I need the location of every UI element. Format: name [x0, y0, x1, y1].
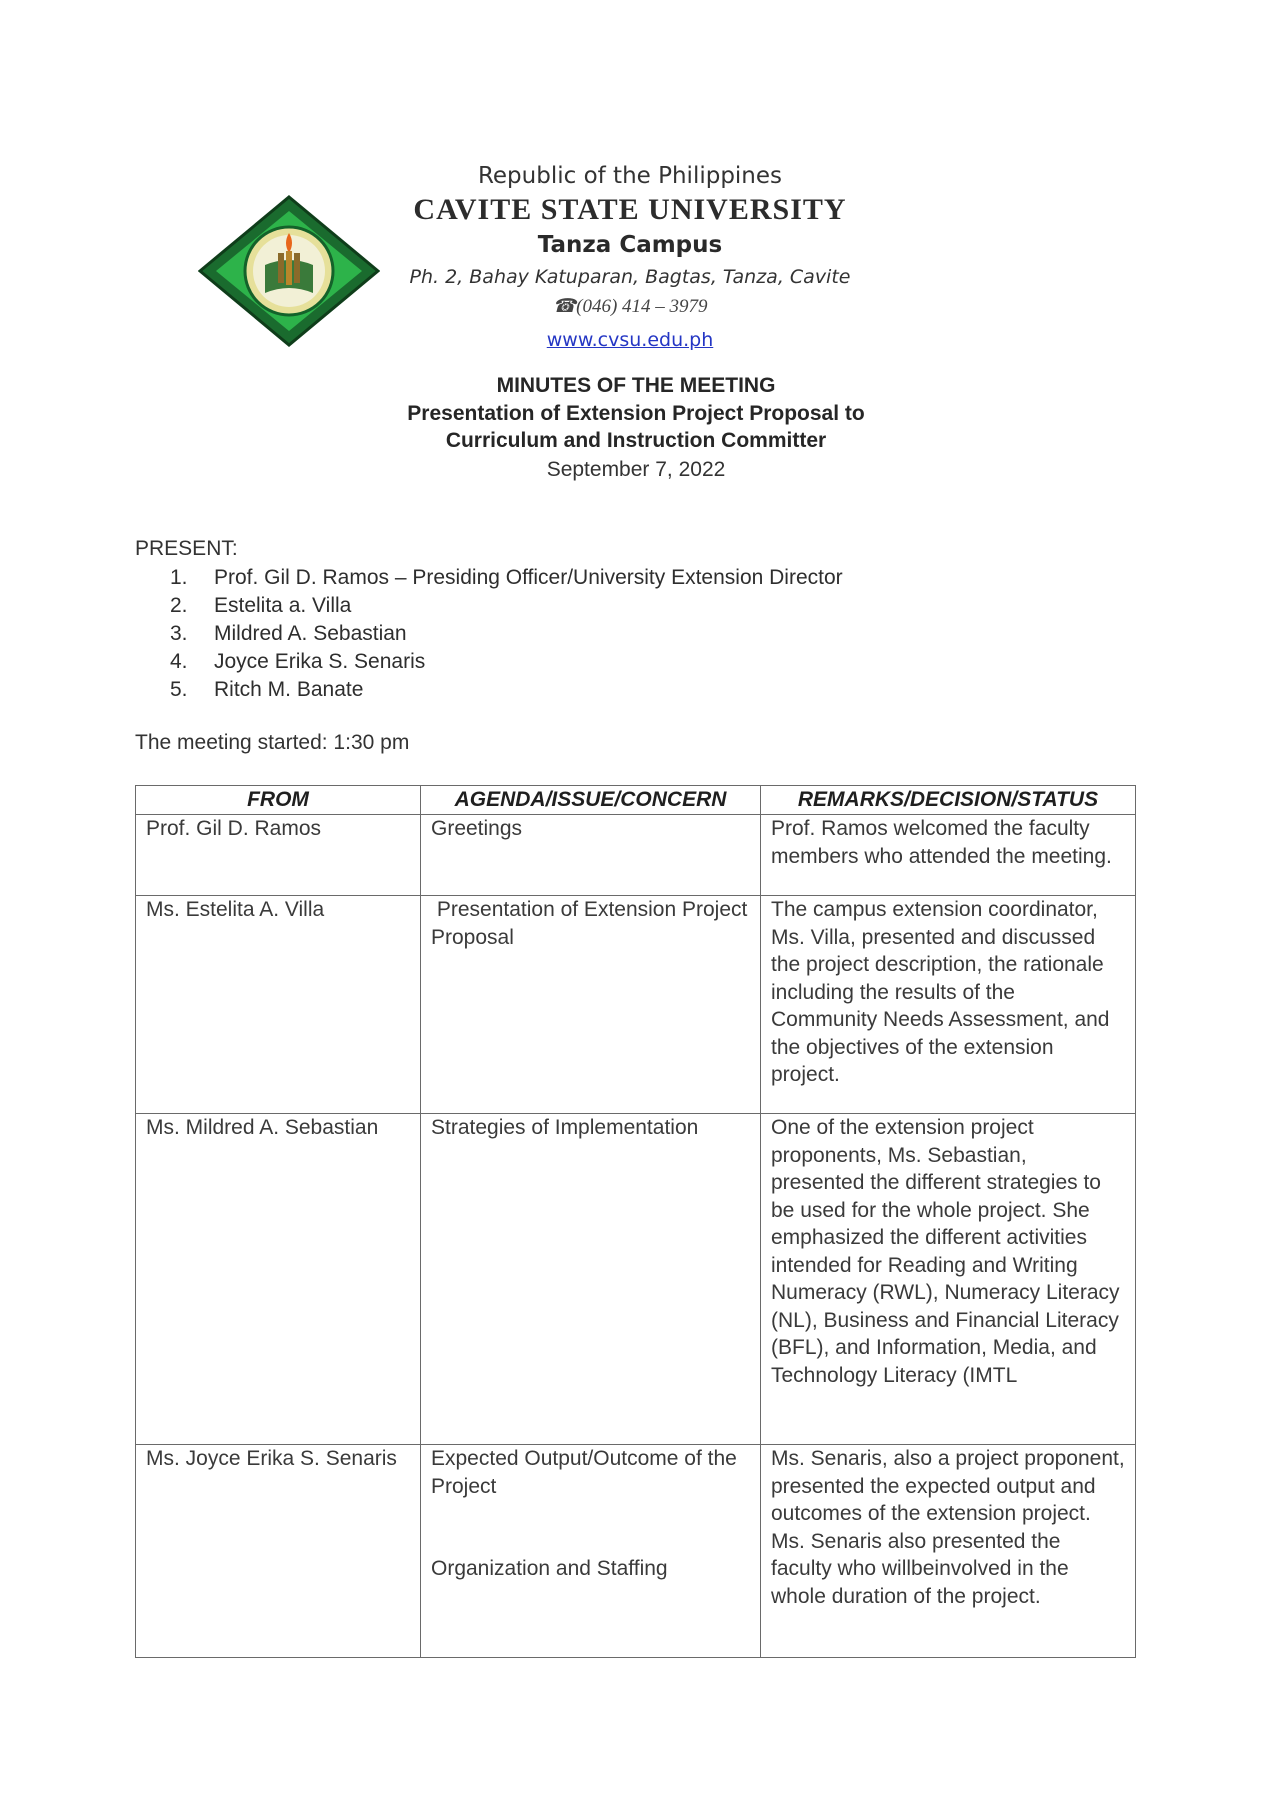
header-agenda: AGENDA/ISSUE/CONCERN	[421, 786, 761, 815]
telephone-icon: ☎	[552, 296, 577, 317]
cell-from: Ms. Mildred A. Sebastian	[136, 1114, 421, 1445]
campus-name: Tanza Campus	[537, 232, 723, 258]
table-row	[136, 815, 1136, 896]
cell-agenda: Greetings	[421, 815, 761, 896]
attendee-list	[170, 564, 843, 704]
table-header-row	[136, 786, 1136, 815]
republic-label: Republic of the Philippines	[477, 163, 783, 189]
attendee-item: 4. Joyce Erika S. Senaris	[170, 650, 426, 673]
attendee-item: 1. Prof. Gil D. Ramos – Presiding Officer/University Extension Director	[170, 566, 843, 589]
website-link[interactable]: www.cvsu.edu.ph	[546, 329, 714, 351]
title-line-2: Curriculum and Instruction Committer	[445, 429, 827, 452]
table-row	[136, 1445, 1136, 1658]
cell-remarks: The campus extension coordinator, Ms. Villa, presented and discussed the project description, the rationale including the results of the Community Needs Assessment, and the objectives of the extension project.	[761, 896, 1136, 1114]
attendee-item: 5. Ritch M. Banate	[170, 678, 364, 701]
remarks-item: Ms. Senaris, also a project proponent, presented the expected output and outcomes of the extension project.	[771, 1447, 1125, 1525]
cell-remarks	[761, 1445, 1136, 1658]
header-from: FROM	[136, 786, 421, 815]
attendee-item: 2. Estelita a. Villa	[170, 594, 352, 617]
header-remarks: REMARKS/DECISION/STATUS	[761, 786, 1136, 815]
cell-agenda: Strategies of Implementation	[421, 1114, 761, 1445]
agenda-item: Expected Output/Outcome of the Project	[431, 1447, 737, 1498]
phone-line	[380, 292, 880, 322]
agenda-item: Organization and Staffing	[431, 1557, 668, 1580]
table-row	[136, 1114, 1136, 1445]
title-line-1: Presentation of Extension Project Proposal to	[407, 402, 865, 425]
cell-agenda: Presentation of Extension Project Proposal	[421, 896, 761, 1114]
cell-remarks: One of the extension project proponents, Ms. Sebastian, presented the different strategies to be used for the whole project. She emphasized the different activities intended for Reading and Writing Numeracy (RWL), Numeracy Literacy (NL), Business and Financial Literacy (BFL), and Information, Media, and Technology Literacy (IMTL	[761, 1114, 1136, 1445]
remarks-item: Ms. Senaris also presented the faculty who willbeinvolved in the whole duration of the project.	[771, 1529, 1069, 1608]
document-title	[300, 372, 972, 486]
cell-remarks: Prof. Ramos welcomed the faculty members who attended the meeting.	[761, 815, 1136, 896]
present-label: PRESENT:	[135, 537, 238, 560]
table-row	[136, 896, 1136, 1114]
cell-from: Ms. Joyce Erika S. Senaris	[136, 1445, 421, 1658]
attendee-item: 3. Mildred A. Sebastian	[170, 622, 407, 645]
minutes-table	[135, 785, 1136, 1658]
phone-number: (046) 414 – 3979	[576, 296, 708, 317]
meeting-start-time: The meeting started: 1:30 pm	[135, 731, 410, 754]
minutes-heading: MINUTES OF THE MEETING	[496, 374, 776, 397]
cell-agenda	[421, 1445, 761, 1658]
cell-from: Prof. Gil D. Ramos	[136, 815, 421, 896]
cell-from: Ms. Estelita A. Villa	[136, 896, 421, 1114]
letterhead	[380, 160, 880, 358]
meeting-date: September 7, 2022	[546, 458, 726, 481]
campus-address: Ph. 2, Bahay Katuparan, Bagtas, Tanza, Cavite	[409, 266, 851, 288]
university-seal-logo	[198, 195, 380, 347]
university-name: CAVITE STATE UNIVERSITY	[413, 193, 847, 226]
